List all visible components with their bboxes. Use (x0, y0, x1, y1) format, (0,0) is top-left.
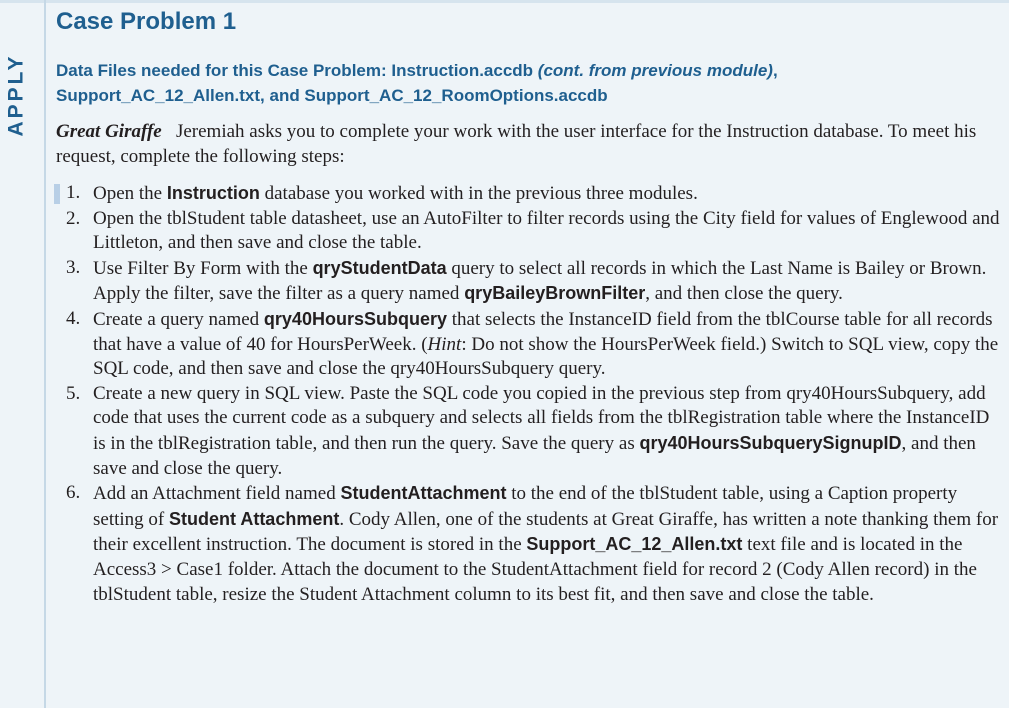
step-text: Use Filter By Form with the (93, 257, 313, 279)
step-text: Open the (93, 183, 167, 204)
left-margin-rule (44, 0, 46, 708)
step-item (56, 382, 1001, 481)
step-italic: Hint (427, 333, 462, 355)
step-text: Create a new query in SQL view. Paste the SQL code you copied in the previous step from qry40HoursSubquery, add code that uses the current code as a subquery and selects all fields from the tblRegistration table where the InstanceID is in the tblRegistration table, and then run the query. Save the query as (93, 382, 990, 454)
step-bold: qry40HoursSubquerySignupID (639, 432, 902, 453)
step-text: Add an Attachment field named (93, 483, 341, 505)
steps-list (56, 181, 1001, 607)
step-bold: Student Attachment (169, 508, 340, 529)
step-bold: StudentAttachment (340, 483, 507, 504)
step-item (56, 181, 1001, 207)
step-text: database you worked with in the previous three modules. (259, 183, 698, 204)
step-bold: Support_AC_12_Allen.txt (526, 534, 743, 555)
step-number: 3. (66, 256, 81, 278)
step-text: . Cody Allen, one of the students at Great Giraffe, has written a note thanking them for their excellent instruction. The document is stored in the (93, 508, 999, 556)
step-bold: qry40HoursSubquery (263, 308, 447, 329)
step-number: 4. (66, 307, 81, 329)
step-text: , and then save and close the query. (93, 432, 976, 479)
side-tab (0, 40, 34, 150)
step-item (56, 207, 1001, 256)
step-item (56, 481, 1001, 607)
side-tab-label: APPLY (5, 53, 28, 137)
step-text: to the end of the tblStudent table, using a Caption property setting of (93, 483, 958, 530)
step-number: 2. (66, 207, 81, 229)
company-name: Great Giraffe (56, 121, 162, 142)
data-files-italic: (cont. from previous module) (537, 61, 773, 80)
step-text: text file and is located in the Access3 > Case1 folder. Attach the document to the StudentAttachment field for record 2 (Cody Allen record) in the tblStudent table, resize the Student Attachment column to its best fit, and then save and close the table. (93, 534, 977, 605)
step-item (56, 256, 1001, 307)
data-files-suffix: , (772, 61, 778, 80)
data-files-line2: Support_AC_12_Allen.txt, and Support_AC_12_RoomOptions.accdb (56, 86, 608, 105)
intro-text: Jeremiah asks you to complete your work with the user interface for the Instruction database. To meet his request, complete the following steps: (56, 121, 977, 167)
step-text: Open the tblStudent table datasheet, use an AutoFilter to filter records using the City field for values of Englewood and Littleton, and then save and close the table. (93, 207, 1000, 254)
step-bold: Instruction (166, 183, 260, 203)
step-item (56, 307, 1001, 382)
step-text: , and then close the query. (645, 283, 843, 305)
step-number: 6. (66, 482, 81, 504)
step-bold: qryStudentData (312, 257, 447, 278)
top-rule (0, 0, 1009, 3)
step-bold: qryBaileyBrownFilter (464, 283, 646, 304)
step-text: Create a query named (93, 308, 264, 330)
step-number: 5. (66, 382, 81, 404)
case-title: Case Problem 1 (56, 8, 237, 35)
step-text: query to select all records in which the Last Name is Bailey or Brown. Apply the filter, save the filter as a query named (93, 257, 987, 305)
step-text: that selects the InstanceID field from the tblCourse table for all records that have a value of 40 for HoursPerWeek. ( (93, 308, 993, 355)
data-files-prefix: Data Files needed for this Case Problem: Instruction.accdb (56, 61, 538, 80)
intro-paragraph (56, 119, 996, 169)
data-files-note (56, 58, 956, 108)
step-text: : Do not show the HoursPerWeek field.) Switch to SQL view, copy the SQL code, and then save and close the qry40HoursSubquery query. (93, 333, 999, 380)
step-number: 1. (66, 182, 81, 203)
